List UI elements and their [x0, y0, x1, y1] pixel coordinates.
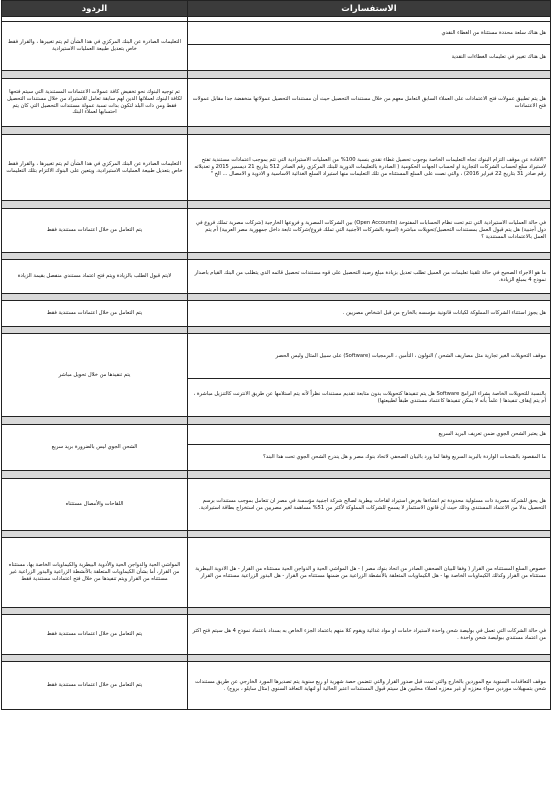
- inquiry-cell: [188, 479, 551, 531]
- answer-cell: [2, 260, 188, 294]
- answer-text: اللقاحات والأمصال مستثناه: [65, 501, 124, 508]
- answer-text: التعليمات الصادرة عن البنك المركزي في هذا الشأن لم يتم تغييرها ، والقرار فقط خاص بتعديل طبيعة العمليات الاستيرادية: [8, 39, 181, 52]
- inquiry-text: خصوص السلع المستثناه من القرار ( وفقا للبيان الصحفي الصادر من اتحاد بنوك مصر ) - هل المواشي الحية و الدواجن الحية مستثناه من القرار - هل الادوية البيطرية مستثناه من القرار وكذلك الكيماويات الخاصة بها - هل الكيماويات المتعلقة بالأنشطة الزراعية من ضمنها مستثناه من القرار - هل البذور الزراعية مستثناه من القرار: [195, 565, 546, 579]
- spacer-row: [2, 417, 551, 425]
- answer-text: تم توجيه البنوك نحو تخفيض كافة عمولات الاعتمادات المستندية التي سيتم فتحها لكافة البنوك لعملائها الذين لهم سابقة تعامل للاستيراد من خلال مستندات التحصيل فقط ومن ذات البلد لتكون بذات نسبة عمولة مستندات التحصيل التي كان يتم احتسابها لعملاء البنك: [7, 89, 182, 116]
- answer-cell: [2, 135, 188, 201]
- answer-text: يتم التعامل من خلال اعتمادات مستندية فقط: [46, 631, 143, 638]
- inquiry-cell: [188, 334, 551, 379]
- inquiry-cell: [188, 301, 551, 327]
- answer-cell: [2, 301, 188, 327]
- inquiry-cell: [188, 45, 551, 71]
- inquiry-text: هل يتم تطبيق عمولات فتح الاعتمادات على العملاء السابق التعامل معهم من خلال مستندات التحصيل حيث أن مستندات التحصيل عمولاتها منخفضة جدا مقابل عمولات فتح الاعتمادات: [192, 95, 546, 109]
- inquiry-cell: [188, 615, 551, 655]
- spacer-row: [2, 71, 551, 79]
- inquiry-cell: [188, 445, 551, 471]
- table-row: [2, 425, 551, 445]
- answer-text: الشحن الجوي ليس بالضرورة بريد سريع: [51, 444, 138, 451]
- table-row: [2, 538, 551, 608]
- table-row: [2, 615, 551, 655]
- inquiry-text: هل هناك سلعة محددة مستثناة من الغطاء النقدي: [441, 29, 546, 36]
- answer-cell: [2, 662, 188, 710]
- inquiry-text: ما المقصود بالشحنات الواردة بالبريد السريع وفقا لما ورد بالبيان الصحفي لاتحاد بنوك مصر و هل يندرج الشحن الجوي تحت هذا البند؟: [263, 454, 546, 461]
- spacer-row: [2, 531, 551, 538]
- answer-text: يتم التعامل من خلال اعتمادات مستندية فقط: [46, 682, 143, 689]
- table-row: [2, 662, 551, 710]
- inquiry-text: هل يجوز استثناء الشركات المملوكة لكيانات قانونية مؤسسه بالخارج من قبل اشخاص مصريين .: [342, 310, 546, 317]
- answer-cell: [2, 425, 188, 471]
- spacer-row: [2, 294, 551, 301]
- table-row: [2, 135, 551, 201]
- inquiries-table: [1, 0, 551, 710]
- inquiry-cell: [188, 379, 551, 417]
- spacer-row: [2, 253, 551, 260]
- answer-text: يتم تنفيذها من خلال تحويل مباشر: [58, 371, 131, 378]
- inquiry-cell: [188, 538, 551, 608]
- inquiry-text: في حالة الشركات التي تعمل في بوليصة شحن واحدة لاستيراد خامات او مواد غذائية ويقوم كلا منهم باعتماد الجزء الخاص به بسداد باعتماد نموذج 4 هل سيتم فتح اكثر من اعتماد مستندي ببوليصة شحن واحدة .: [192, 627, 546, 641]
- inquiry-cell: [188, 425, 551, 445]
- answer-text: يتم التعامل من خلال اعتمادات مستندية فقط: [46, 227, 143, 234]
- inquiry-cell: [188, 22, 551, 45]
- spacer-row: [2, 608, 551, 615]
- answer-text: التعليمات الصادرة عن البنك المركزي في هذا الشأن لم يتم تغييرها ، والقرار فقط خاص بتعديل طبيعة العمليات الاستيرادية، ويتعين على البنوك الالتزام بتلك التعليمات: [6, 160, 183, 174]
- answer-cell: [2, 538, 188, 608]
- answers-column-header: الردود: [2, 1, 188, 17]
- inquiry-text: هل هناك تغيير في تعليمات الغطاءات النقدية: [451, 54, 546, 61]
- inquiry-text: بالنسبة للتحويلات الخاصة بشراء البرامج Software هل يتم تنفيذها كتحويلات بدون متابعة تقديم مستندات نظراً لأنه يتم استلامها عن طريق الانترنت كالتنزيل مباشرة ، أم يتم إيقاف تنفيذها ( علماً بأنه لا يمكن تنفيذها كاعتماد مستندي طبقاً لطبيعتها): [193, 390, 546, 404]
- inquiry-cell: [188, 79, 551, 127]
- inquiry-text: موقف التعاقدات السنوية مع الموردين بالخارج والتي تمت قبل صدور القرار والتي تتضمن حصة شهرية او ربع سنوية يتم تصديرها المورد الخارجي عن طريق مستندات شحن بتسهيلات موردين سواء معززه أو غير معززه لعملاء محليين هل سيتم قبول المستندات اعتبر الحالية أو لنهاية التعاقد السنوي (مثال سايلو ، بروج) .: [195, 678, 546, 692]
- answer-text: يتم التعامل من خلال اعتمادات مستندية فقط: [46, 310, 143, 317]
- inquiry-text: هل يحق للشركة مصرية ذات مسئولية محدودة تم انشاءها بغرض استيراد لقاحات بيطرية لصالح شركة اجنبية مؤسسة في مصر ان تتعامل بموجب مستندات برسم التحصيل بدلا من الاعتماد المستندي وذلك حيث أن قانون الاستثمار لا يسمح للشركات المملوكة لأكثر من 51% مساهمة لغير مصريين من استخراج بطاقة استيرادية.: [198, 497, 546, 511]
- inquiry-text: موقف التحويلات الغير تجارية مثل مصاريف الشحن / النولون ، التأمين ، البرمجيات (Software) على سبيل المثال وليس الحصر: [275, 352, 546, 359]
- inquiry-text: هل يعتبر الشحن الجوي ضمن تعريف البريد السريع: [438, 431, 546, 438]
- inquiries-column-header: الاستفسارات: [188, 1, 551, 17]
- spacer-row: [2, 201, 551, 209]
- answer-cell: [2, 615, 188, 655]
- inquiry-text: في حالة العمليات الاستيرادية التي تتم تحت نظام الحسابات المفتوحة (Open Accounts) بين الشركات المصرية و فروعها الخارجية (شركات مصرية تملك فروع في دول أجنبية) هل يتم قبول العمل بمستندات التحصيل/تحويلات مباشرة (اسوة بالشركات الأجنبية التي تملك فروع/شركات تابعة داخل جمهورية مصر العربية) أم يتم العمل بالاعتمادات المستندية ؟: [195, 220, 546, 240]
- table-row: [2, 79, 551, 127]
- answer-cell: [2, 22, 188, 71]
- inquiry-cell: [188, 662, 551, 710]
- spacer-row: [2, 655, 551, 662]
- answer-cell: [2, 479, 188, 531]
- table-row: [2, 260, 551, 294]
- spacer-row: [2, 327, 551, 334]
- answer-text: لايتم قبول الطلب بالزيادة ويتم فتح اعتماد مستندي منفصل بقيمة الزيادة: [17, 273, 172, 280]
- spacer-row: [2, 471, 551, 479]
- answer-cell: [2, 209, 188, 253]
- table-row: [2, 209, 551, 253]
- answer-cell: [2, 334, 188, 417]
- answer-text: المواشي الحية والدواجن الحية والأدوية البيطرية والكيماويات الخاصة بها، مستثناه من القرار، أما بشأن الكيماويات المتعلقة بالأنشطة الزراعية والبذور الزراعية غير مستثناه من القرار ويتم تنفيذها من خلال فتح اعتمادات مستندية فقط: [8, 562, 181, 582]
- inquiry-text: "الافادة عن موقف التزام البنوك تجاه التعليمات الخاصة بوجوب تحصيل غطاء نقدي بنسبة 100% من العمليات الاستيرادية التي تتم بموجب اعتمادات مستندية تفتح لاستيراد سلع لحساب الشركات التجارية او لحساب الجهات الحكومية ( الصادرة بالتعليمات الدورية للبنك المركزي رقم الصادر 512 بتاريخ 21 ديسمبر 2015 و تعديلاته رقم صادر 31 بتاريخ 22 فبراير 2016) ، والتي نصت على السلع المستثناه من تلك التعليمات منها استيراد السلع الغذائية الاساسية و الادوية و الامصال ... الخ ": [194, 157, 546, 177]
- table-row: [2, 479, 551, 531]
- inquiry-text: ما هو الاجراء الصحيح في حالة تلقينا تعليمات من العميل تطلب تعديل بزيادة مبلغ رصيد التحصيل على قوه مستندات تحصيل قائمه الذي يتطلب من البنك القيام باصدار نموذج 4 بمبلغ الزيادة.: [194, 269, 546, 283]
- table-row: [2, 301, 551, 327]
- inquiry-cell: [188, 209, 551, 253]
- inquiry-cell: [188, 260, 551, 294]
- table-row: [2, 22, 551, 45]
- table-header-row: [2, 1, 551, 17]
- answer-cell: [2, 79, 188, 127]
- inquiry-cell: [188, 135, 551, 201]
- spacer-row: [2, 127, 551, 135]
- table-row: [2, 334, 551, 379]
